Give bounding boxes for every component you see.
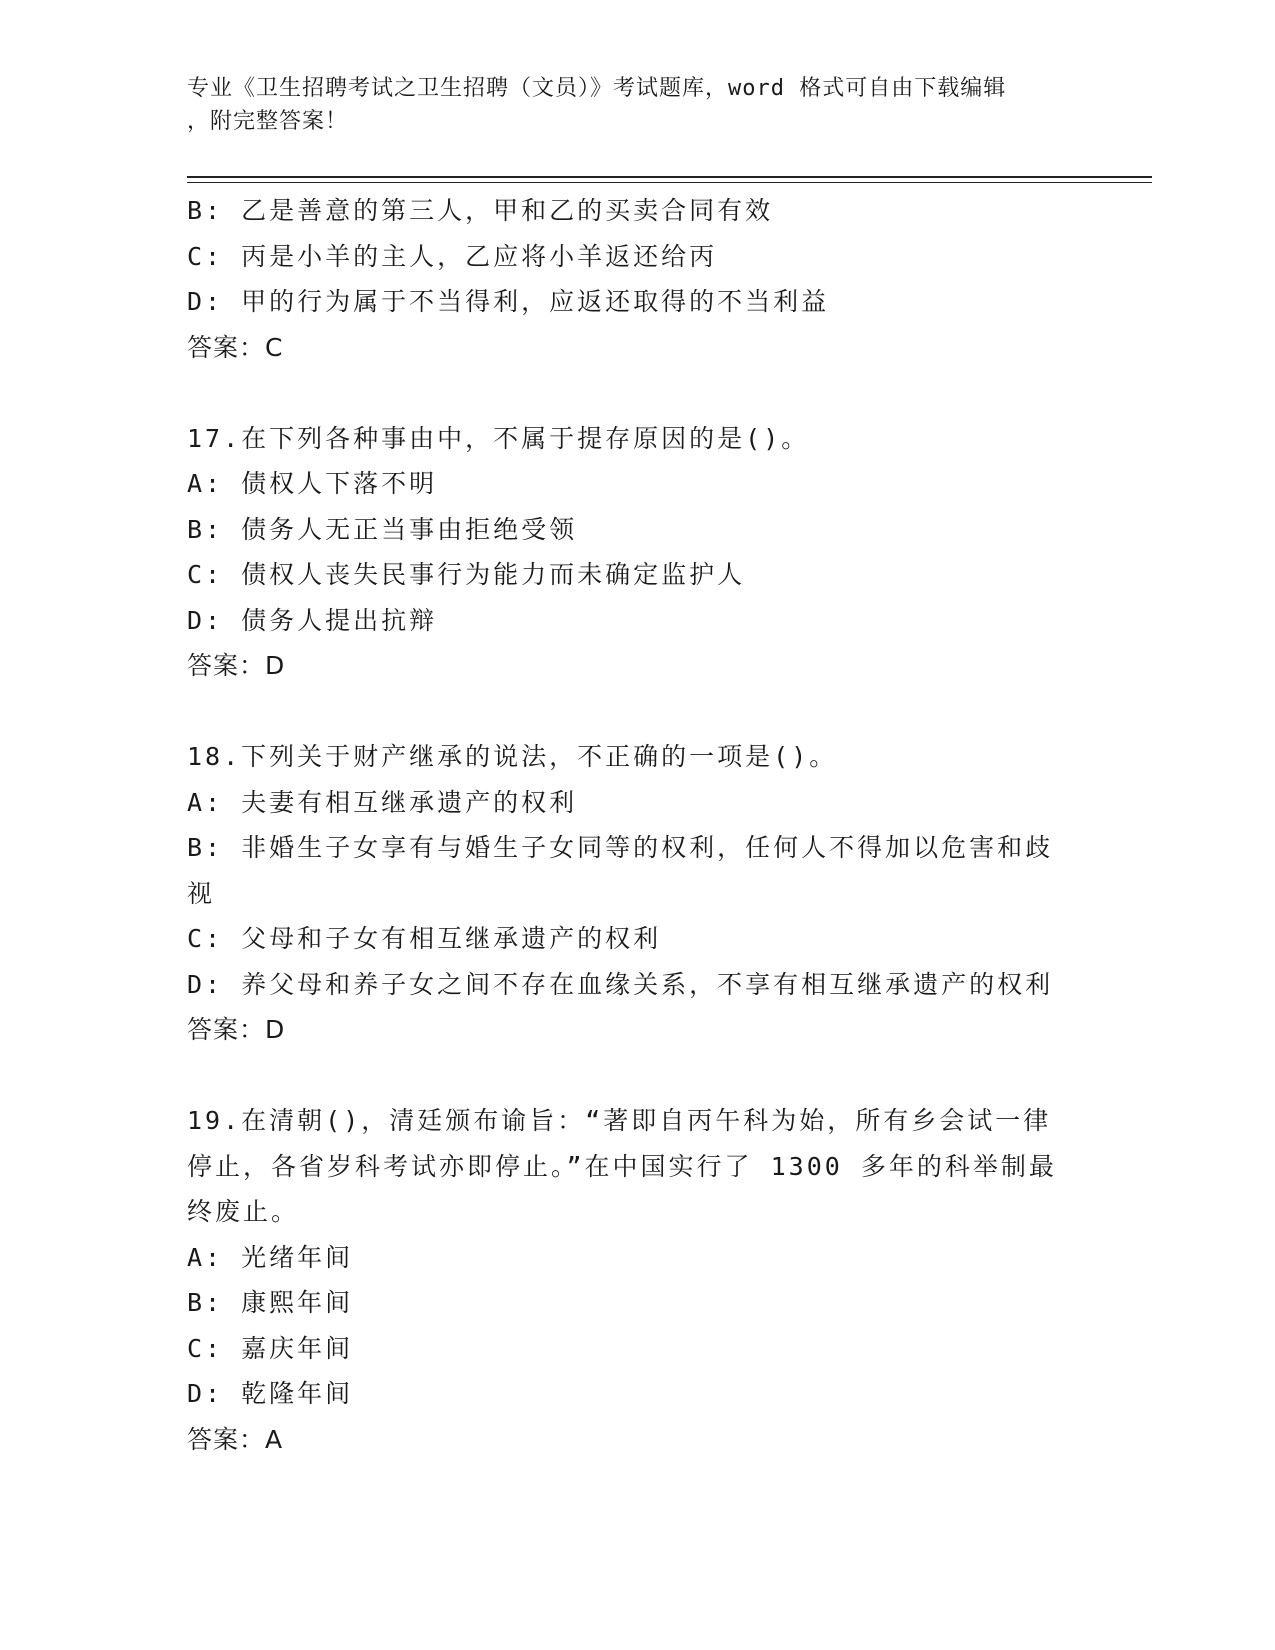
header-rule-thin xyxy=(187,182,1152,183)
header-line-2: ，附完整答案！ xyxy=(187,109,349,134)
answer: 答案：A xyxy=(187,1424,284,1454)
option-b: B: 乙是善意的第三人，甲和乙的买卖合同有效 xyxy=(187,196,774,225)
option-c: C: 丙是小羊的主人，乙应将小羊返还给丙 xyxy=(187,241,718,271)
option-c: C: 债权人丧失民事行为能力而未确定监护人 xyxy=(187,560,746,589)
document-header xyxy=(187,72,1067,138)
header-line-1: 专业《卫生招聘考试之卫生招聘（文员）》考试题库，word 格式可自由下载编辑 xyxy=(187,76,1007,101)
option-a: A: 债权人下落不明 xyxy=(187,469,438,498)
header-rule-thick xyxy=(187,176,1152,178)
option-b: B: 非婚生子女享有与婚生子女同等的权利，任何人不得加以危害和歧视 xyxy=(187,833,1054,908)
option-c: C: 嘉庆年间 xyxy=(187,1333,354,1363)
question-stem: 18.下列关于财产继承的说法，不正确的一项是()。 xyxy=(187,742,838,771)
answer: 答案：C xyxy=(187,332,284,362)
option-d: D: 乾隆年间 xyxy=(187,1379,354,1408)
answer: 答案：D xyxy=(187,1015,286,1044)
question-18 xyxy=(187,734,1067,1053)
option-b: B: 债务人无正当事由拒绝受领 xyxy=(187,514,578,544)
option-a: A: 夫妻有相互继承遗产的权利 xyxy=(187,787,578,817)
answer: 答案：D xyxy=(187,651,286,680)
option-d: D: 甲的行为属于不当得利，应返还取得的不当利益 xyxy=(187,287,830,316)
question-list xyxy=(187,188,1067,1462)
option-a: A: 光绪年间 xyxy=(187,1242,354,1272)
question-16-tail xyxy=(187,188,1067,370)
option-d: D: 养父母和养子女之间不存在血缘关系，不享有相互继承遗产的权利 xyxy=(187,969,1054,999)
option-d: D: 债务人提出抗辩 xyxy=(187,605,438,635)
question-17 xyxy=(187,416,1067,689)
question-19 xyxy=(187,1098,1067,1462)
question-stem: 19.在清朝()，清廷颁布谕旨：“著即自丙午科为始，所有乡会试一律停止，各省岁科考试亦即停止。”在中国实行了 1300 多年的科举制最终废止。 xyxy=(187,1106,1057,1226)
option-c: C: 父母和子女有相互继承遗产的权利 xyxy=(187,924,662,953)
question-stem: 17.在下列各种事由中，不属于提存原因的是()。 xyxy=(187,423,810,453)
option-b: B: 康熙年间 xyxy=(187,1288,354,1317)
